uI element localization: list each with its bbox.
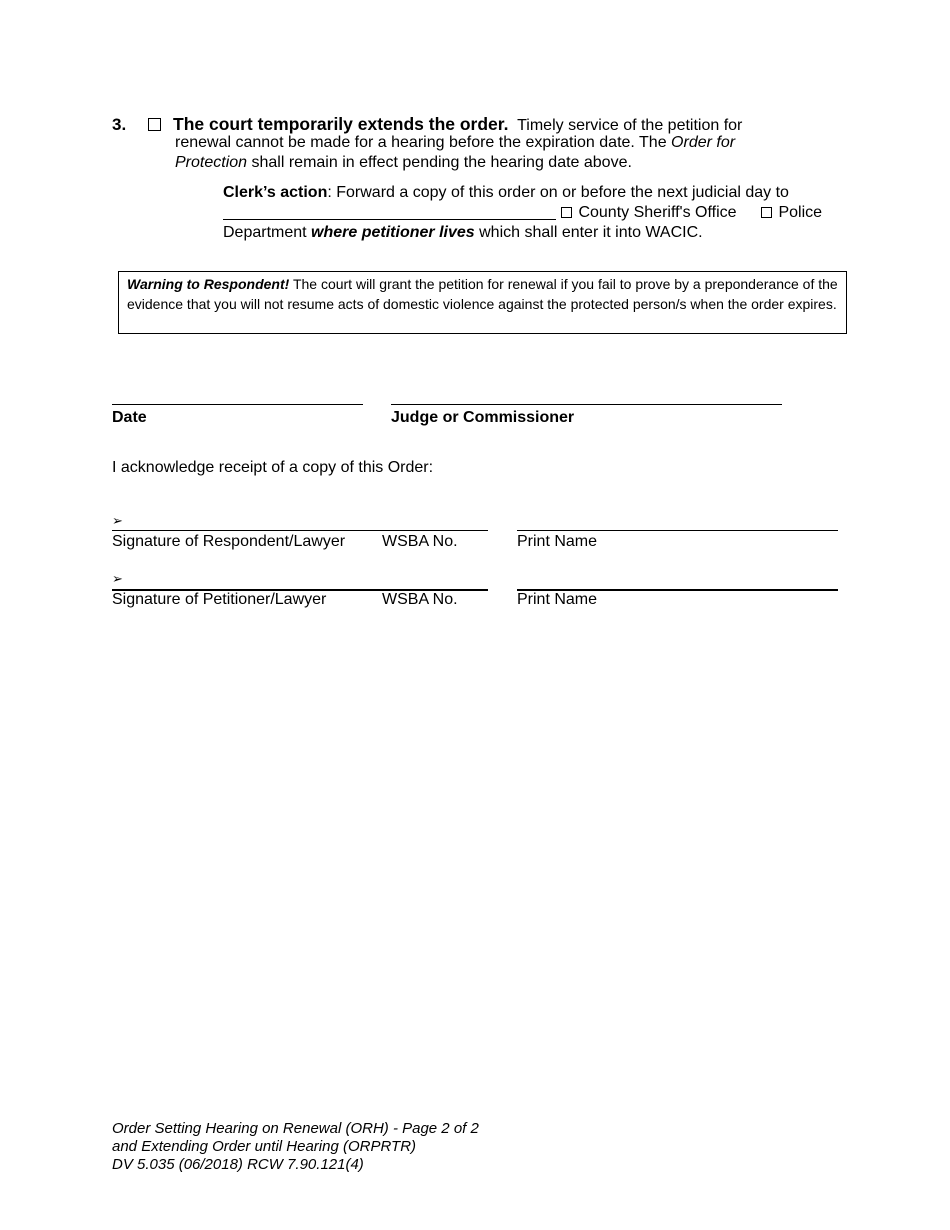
date-line[interactable]: [112, 404, 363, 405]
warning-text: The court will grant the petition for renewal if you fail to prove by a preponderance of the evidence that you will not resume acts of domestic violence against the protected person/s when the order expires.: [127, 276, 838, 312]
warning-label: Warning to Respondent!: [127, 276, 290, 292]
footer: [112, 1120, 479, 1174]
county-blank-line[interactable]: [223, 219, 556, 220]
footer-line2: and Extending Order until Hearing (ORPRTR): [112, 1138, 417, 1155]
clerk-action-text: : Forward a copy of this order on or before the next judicial day to: [327, 184, 789, 201]
police-checkbox[interactable]: [761, 207, 772, 218]
warning-box: [118, 271, 847, 334]
petitioner-arrow-icon: ➢: [112, 571, 123, 586]
petitioner-wsba-label: WSBA No.: [382, 591, 458, 608]
extend-order-checkbox[interactable]: [148, 117, 161, 135]
checkbox-box[interactable]: [148, 118, 161, 131]
clerk-action-line3: [223, 224, 703, 242]
county-sheriff-option[interactable]: [561, 204, 737, 222]
respondent-arrow-icon: ➢: [112, 513, 123, 528]
date-label: Date: [112, 409, 147, 426]
judge-line[interactable]: [391, 404, 782, 405]
respondent-signature-label: Signature of Respondent/Lawyer: [112, 533, 346, 550]
acknowledge-text: I acknowledge receipt of a copy of this Order:: [112, 459, 434, 476]
respondent-signature-line[interactable]: [112, 530, 488, 531]
footer-line3: DV 5.035 (06/2018) RCW 7.90.121(4): [112, 1156, 364, 1173]
petitioner-signature-label: Signature of Petitioner/Lawyer: [112, 591, 327, 608]
police-label: Police: [778, 204, 823, 221]
section3-text-b: renewal cannot be made for a hearing before the expiration date. The: [175, 134, 667, 151]
where-petitioner-lives: where petitioner lives: [311, 224, 475, 241]
clerk-action-line1: [223, 184, 789, 202]
section3-text-c: shall remain in effect pending the hearing date above.: [251, 154, 632, 171]
petitioner-print-name-label: Print Name: [517, 591, 598, 608]
section3-heading: The court temporarily extends the order.: [173, 114, 509, 134]
county-sheriff-label: County Sheriff's Office: [578, 204, 737, 221]
respondent-wsba-label: WSBA No.: [382, 533, 458, 550]
police-option[interactable]: [761, 204, 822, 222]
section-number: 3.: [112, 115, 127, 134]
section3-line3: [175, 154, 632, 172]
respondent-print-name-label: Print Name: [517, 533, 598, 550]
county-sheriff-checkbox[interactable]: [561, 207, 572, 218]
respondent-print-name-line[interactable]: [517, 530, 838, 531]
section3-line1: [173, 114, 742, 135]
section3-order-for: Order for: [671, 134, 736, 151]
judge-label: Judge or Commissioner: [391, 409, 575, 426]
footer-line1: Order Setting Hearing on Renewal (ORH) - Page 2 of 2: [112, 1120, 479, 1137]
clerk-end-text: which shall enter it into WACIC.: [479, 224, 703, 241]
section3-text-a: Timely service of the petition for: [517, 117, 743, 134]
section3-protection: Protection: [175, 154, 248, 171]
section3-line2: [175, 134, 735, 152]
department-label: Department: [223, 224, 307, 241]
clerk-action-label: Clerk’s action: [223, 184, 328, 201]
